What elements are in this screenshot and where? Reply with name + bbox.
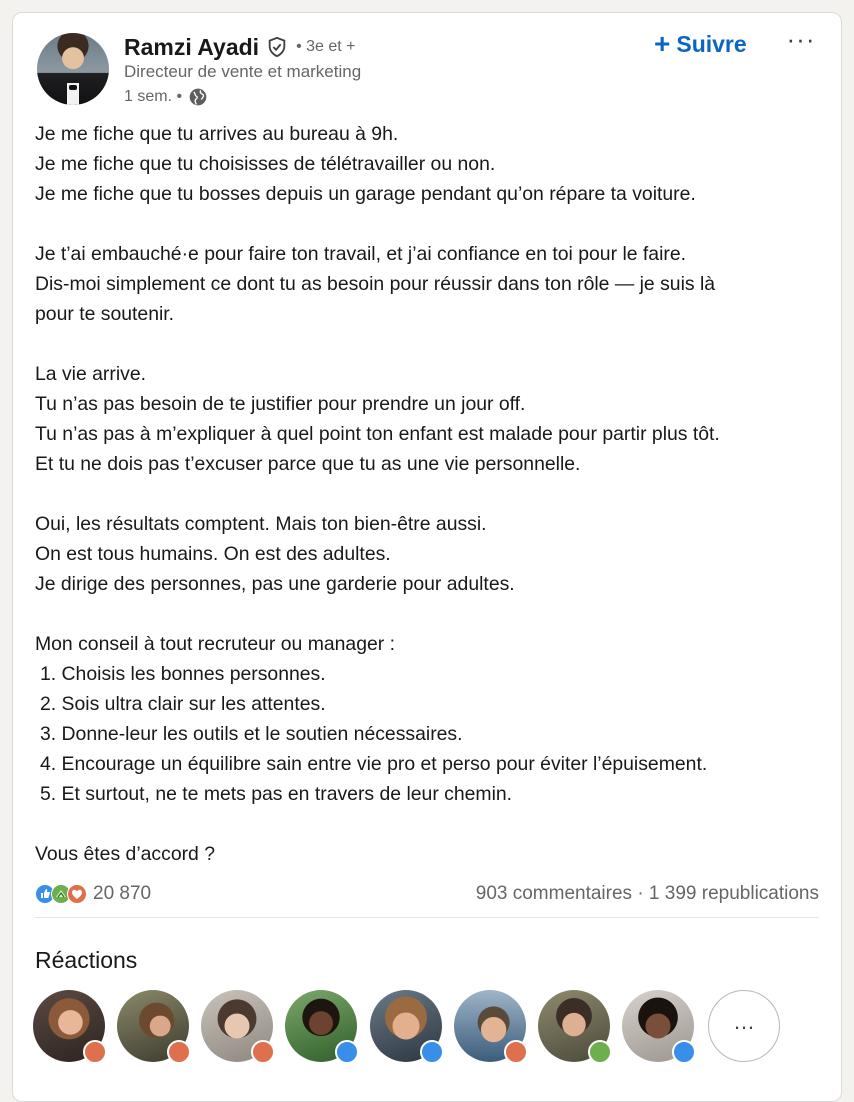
love-icon <box>167 1040 191 1064</box>
list-item: 4. Encourage un équilibre sain entre vie pro et perso pour éviter l’épuisement. <box>40 753 708 775</box>
reactor-avatar[interactable] <box>538 990 610 1062</box>
paragraph-gap <box>35 809 825 839</box>
post-line: Je me fiche que tu arrives au bureau à 9h. <box>35 123 399 145</box>
follow-button[interactable] <box>654 27 747 61</box>
more-reactors-button[interactable]: … <box>708 990 780 1062</box>
connection-degree: • 3e et + <box>296 38 356 55</box>
social-counts <box>35 879 819 909</box>
paragraph-gap <box>35 329 825 359</box>
author-headline: Directeur de vente et marketing <box>124 62 362 81</box>
love-icon <box>67 884 87 904</box>
verified-icon <box>266 36 288 58</box>
post-line: Mon conseil à tout recruteur ou manager : <box>35 633 395 655</box>
author-avatar[interactable] <box>37 33 109 105</box>
paragraph-gap <box>35 209 825 239</box>
reactions-title: Réactions <box>35 947 138 973</box>
reactors-list <box>33 990 833 1066</box>
support-icon <box>588 1040 612 1064</box>
post-line: Tu n’as pas à m’expliquer à quel point ton enfant est malade pour partir plus tôt. <box>35 423 720 445</box>
divider <box>35 917 819 918</box>
globe-icon <box>188 87 208 107</box>
comments-reposts-count[interactable]: 903 commentaires · 1 399 republications <box>475 883 819 904</box>
paragraph-gap <box>35 479 825 509</box>
like-icon <box>420 1040 444 1064</box>
reactor-avatar[interactable] <box>201 990 273 1062</box>
reactor-avatar[interactable] <box>285 990 357 1062</box>
post-line: Je t’ai embauché·e pour faire ton travail, et j’ai confiance en toi pour le faire. <box>35 243 687 265</box>
reactor-avatar[interactable] <box>33 990 105 1062</box>
paragraph-gap <box>35 599 825 629</box>
reaction-icons[interactable] <box>35 884 83 904</box>
post-line: Je dirige des personnes, pas une garderie pour adultes. <box>35 573 515 595</box>
more-options-button[interactable]: ··· <box>786 24 816 54</box>
post-line: pour te soutenir. <box>35 303 175 325</box>
like-icon <box>335 1040 359 1064</box>
post-line: Et tu ne dois pas t’excuser parce que tu as une vie personnelle. <box>35 453 581 475</box>
love-icon <box>83 1040 107 1064</box>
post-time-row <box>124 85 208 109</box>
list-item: 2. Sois ultra clair sur les attentes. <box>40 693 326 715</box>
list-item: 1. Choisis les bonnes personnes. <box>40 663 326 685</box>
post-line: Oui, les résultats comptent. Mais ton bien-être aussi. <box>35 513 487 535</box>
author-name[interactable]: Ramzi Ayadi <box>124 33 260 60</box>
reactor-avatar[interactable] <box>622 990 694 1062</box>
post-body <box>35 119 825 869</box>
post-line: Je me fiche que tu choisisses de télétravailler ou non. <box>35 153 496 175</box>
post-line: Dis-moi simplement ce dont tu as besoin pour réussir dans ton rôle — je suis là <box>35 273 716 295</box>
reactor-avatar[interactable] <box>370 990 442 1062</box>
love-icon <box>251 1040 275 1064</box>
like-icon <box>672 1040 696 1064</box>
post-line: Vous êtes d’accord ? <box>35 843 216 865</box>
list-item: 5. Et surtout, ne te mets pas en travers de leur chemin. <box>40 783 513 805</box>
post-line: La vie arrive. <box>35 363 147 385</box>
reaction-count[interactable]: 20 870 <box>93 883 152 904</box>
reactor-avatar[interactable] <box>117 990 189 1062</box>
love-icon <box>504 1040 528 1064</box>
post-time: 1 sem. • <box>124 88 183 105</box>
list-item: 3. Donne-leur les outils et le soutien nécessaires. <box>40 723 463 745</box>
follow-label: Suivre <box>676 30 747 57</box>
post-line: Tu n’as pas besoin de te justifier pour prendre un jour off. <box>35 393 526 415</box>
post-card <box>12 12 842 1102</box>
plus-icon: + <box>654 28 671 59</box>
post-line: Je me fiche que tu bosses depuis un garage pendant qu’on répare ta voiture. <box>35 183 696 205</box>
author-name-row <box>124 33 355 61</box>
reactor-avatar[interactable] <box>454 990 526 1062</box>
post-line: On est tous humains. On est des adultes. <box>35 543 391 565</box>
